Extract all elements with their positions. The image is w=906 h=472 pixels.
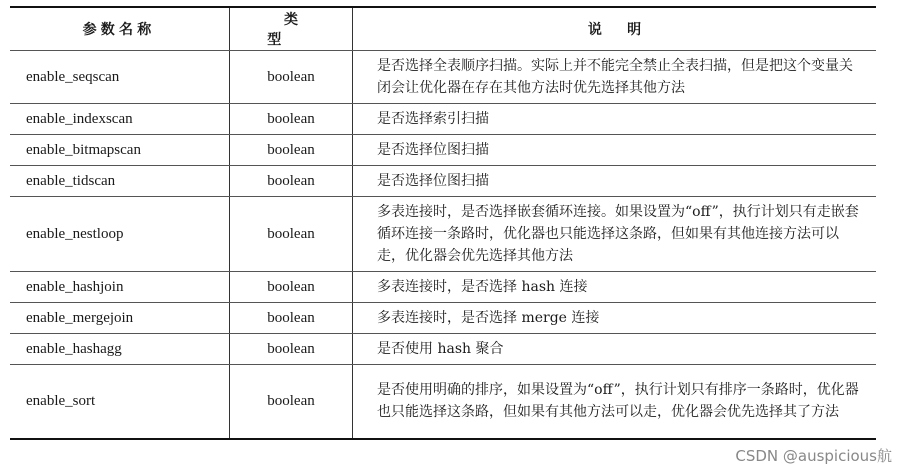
parameter-table	[10, 6, 876, 440]
table-row	[10, 51, 876, 104]
param-type: boolean	[230, 334, 353, 365]
param-name: enable_bitmapscan	[10, 135, 230, 166]
param-name: enable_hashagg	[10, 334, 230, 365]
table-row	[10, 365, 876, 439]
table-row	[10, 197, 876, 272]
param-name: enable_sort	[10, 365, 230, 439]
param-description: 是否使用明确的排序，如果设置为“off”，执行计划只有排序一条路时，优化器也只能选择这条路，但如果有其他方法可以走，优化器会优先选择其了方法	[353, 365, 877, 439]
param-description: 是否选择全表顺序扫描。实际上并不能完全禁止全表扫描，但是把这个变量关闭会让优化器在存在其他方法时优先选择其他方法	[353, 51, 877, 104]
table-row	[10, 135, 876, 166]
param-name: enable_hashjoin	[10, 272, 230, 303]
param-type: boolean	[230, 303, 353, 334]
param-description: 是否使用 hash 聚合	[353, 334, 877, 365]
param-type: boolean	[230, 166, 353, 197]
param-description: 多表连接时，是否选择嵌套循环连接。如果设置为“off”，执行计划只有走嵌套循环连接一条路时，优化器也只能选择这条路，但如果有其他连接方法可以走，优化器会优先选择其他方法	[353, 197, 877, 272]
param-description: 多表连接时，是否选择 hash 连接	[353, 272, 877, 303]
header-description: 说明	[353, 7, 877, 51]
param-name: enable_tidscan	[10, 166, 230, 197]
param-type: boolean	[230, 365, 353, 439]
param-type: boolean	[230, 51, 353, 104]
param-name: enable_nestloop	[10, 197, 230, 272]
watermark: CSDN @auspicious航	[735, 447, 892, 465]
param-name: enable_indexscan	[10, 104, 230, 135]
table-row	[10, 303, 876, 334]
header-parameter-name: 参数名称	[10, 7, 230, 51]
table-row	[10, 166, 876, 197]
param-name: enable_seqscan	[10, 51, 230, 104]
param-type: boolean	[230, 272, 353, 303]
table-row	[10, 272, 876, 303]
header-type: 类型	[230, 7, 353, 51]
table-header-row	[10, 7, 876, 51]
param-description: 是否选择索引扫描	[353, 104, 877, 135]
table-row	[10, 104, 876, 135]
param-type: boolean	[230, 197, 353, 272]
param-type: boolean	[230, 104, 353, 135]
param-description: 是否选择位图扫描	[353, 135, 877, 166]
param-name: enable_mergejoin	[10, 303, 230, 334]
param-type: boolean	[230, 135, 353, 166]
param-description: 是否选择位图扫描	[353, 166, 877, 197]
table-row	[10, 334, 876, 365]
param-description: 多表连接时，是否选择 merge 连接	[353, 303, 877, 334]
